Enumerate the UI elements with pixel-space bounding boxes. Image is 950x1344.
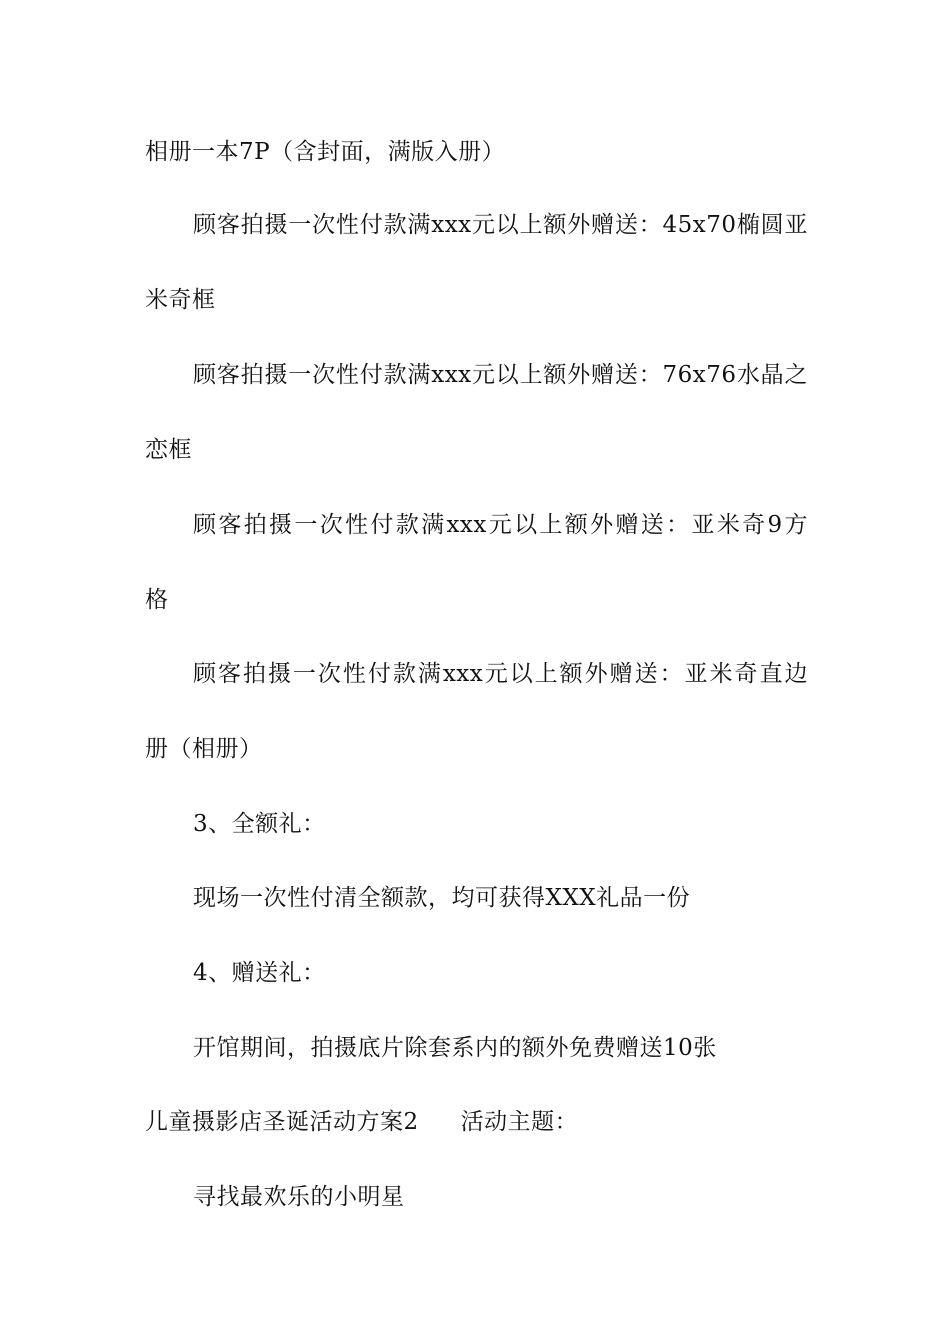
text-line: 3、全额礼： [193,811,326,837]
text-line: 寻找最欢乐的小明星 [193,1184,405,1210]
text-line: 相册一本7P（含封面，满版入册） [145,139,506,165]
text-segment: 活动主题： [460,1109,579,1135]
text-line: 顾客拍摄一次性付款满xxx元以上额外赠送：亚米奇直边 [193,661,808,687]
text-line: 恋框 [145,437,192,463]
text-line: 格 [145,587,169,613]
text-line [145,1107,815,1137]
section-heading: 儿童摄影店圣诞活动方案2 [145,1109,419,1135]
text-line: 顾客拍摄一次性付款满xxx元以上额外赠送：76x76水晶之 [193,362,808,388]
text-line: 册（相册） [145,736,263,762]
text-line: 顾客拍摄一次性付款满xxx元以上额外赠送：亚米奇9方 [193,512,808,538]
text-line: 米奇框 [145,287,216,313]
text-line: 顾客拍摄一次性付款满xxx元以上额外赠送：45x70椭圆亚 [193,212,808,238]
text-line: 现场一次性付清全额款，均可获得XXX礼品一份 [193,885,691,911]
text-line: 开馆期间，拍摄底片除套系内的额外免费赠送10张 [193,1035,717,1061]
text-line: 4、赠送礼： [193,960,326,986]
